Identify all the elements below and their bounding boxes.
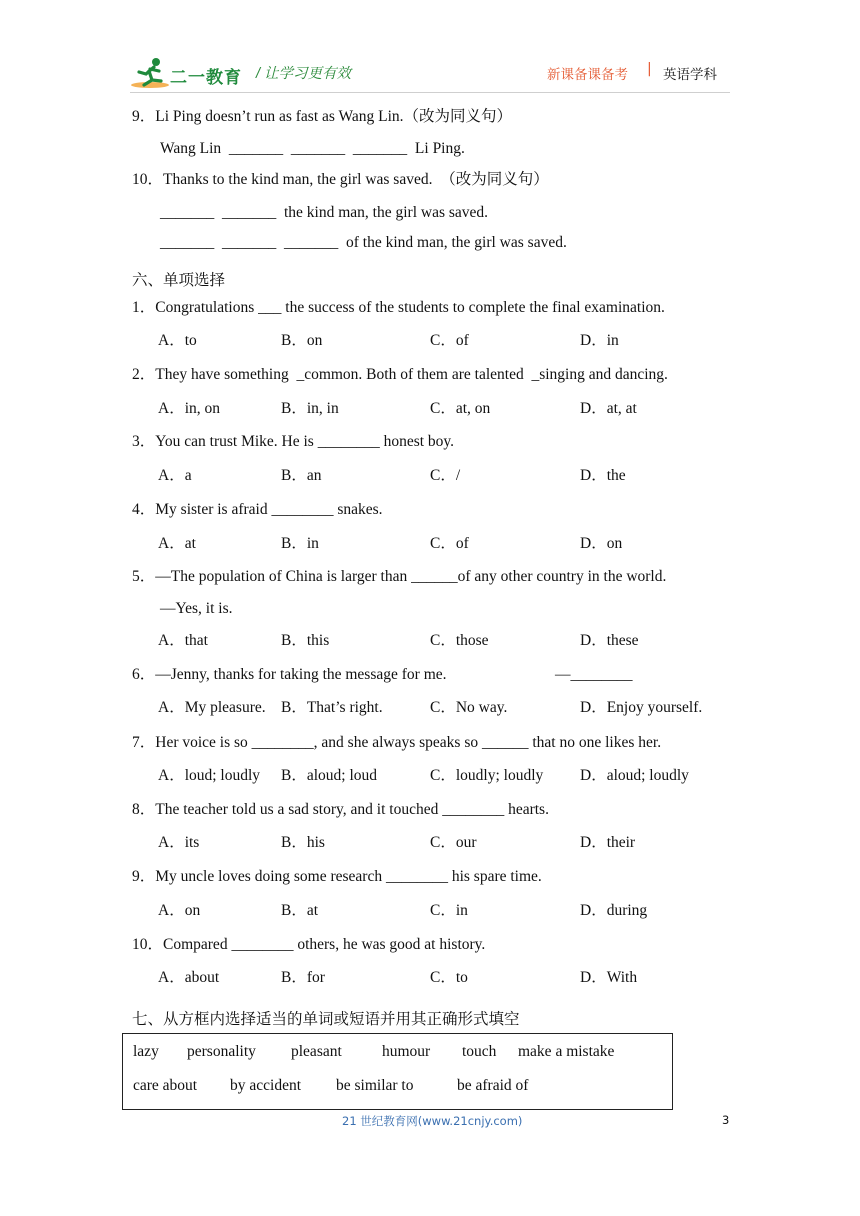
question-stem: 3．You can trust Mike. He is ________ honest boy. — [132, 433, 455, 450]
option-b: B．on — [281, 332, 323, 349]
question-stem: 2．They have something _common. Both of them are talented _singing and dancing. — [132, 366, 668, 383]
option-a: A．in, on — [158, 400, 221, 417]
option-b: B．for — [281, 969, 325, 986]
word-bank-item: make a mistake — [518, 1043, 615, 1060]
question-reply: —Yes, it is. — [160, 600, 233, 617]
question-stem: 10．Compared ________ others, he was good at history. — [132, 936, 486, 953]
rewrite-q10: 10．Thanks to the kind man, the girl was saved. （改为同义句） — [132, 171, 549, 188]
rewrite-q9-answer: Wang Lin _______ _______ _______ Li Ping. — [160, 140, 465, 157]
question-stem: 8．The teacher told us a sad story, and it touched ________ hearts. — [132, 801, 549, 818]
option-a: A．that — [158, 632, 208, 649]
option-b: B．That’s right. — [281, 699, 383, 716]
option-d: D．Enjoy yourself. — [580, 699, 703, 716]
option-c: C．our — [430, 834, 477, 851]
option-d: D．in — [580, 332, 619, 349]
option-a: A．about — [158, 969, 220, 986]
logo — [130, 56, 244, 90]
question-reply: —________ — [555, 666, 633, 683]
option-c: C．/ — [430, 467, 461, 484]
option-d: D．aloud; loudly — [580, 767, 689, 784]
word-bank-item: care about — [133, 1077, 198, 1094]
header-course-label: 新课备课备考 — [547, 67, 628, 83]
rewrite-q9: 9．Li Ping doesn’t run as fast as Wang Lin.（改为同义句） — [132, 108, 513, 125]
rewrite-q10-line1: _______ _______ the kind man, the girl was saved. — [160, 204, 489, 221]
word-bank-item: touch — [462, 1043, 497, 1060]
option-c: C．to — [430, 969, 468, 986]
word-bank-item: personality — [187, 1043, 256, 1060]
option-b: B．at — [281, 902, 319, 919]
runner-logo-icon — [130, 56, 170, 90]
option-d: D．these — [580, 632, 639, 649]
header-slogan: / 让学习更有效 — [256, 66, 352, 82]
header-separator: | — [647, 61, 652, 77]
option-c: C．of — [430, 535, 469, 552]
word-bank-item: lazy — [133, 1043, 159, 1060]
option-c: C．at, on — [430, 400, 491, 417]
option-b: B．his — [281, 834, 325, 851]
section6-title: 六、单项选择 — [132, 271, 226, 289]
option-a: A．loud; loudly — [158, 767, 261, 784]
option-b: B．aloud; loud — [281, 767, 378, 784]
option-c: C．in — [430, 902, 468, 919]
option-d: D．With — [580, 969, 638, 986]
option-c: C．of — [430, 332, 469, 349]
option-b: B．an — [281, 467, 322, 484]
option-b: B．in, in — [281, 400, 339, 417]
word-bank-item: be similar to — [336, 1077, 414, 1094]
option-d: D．during — [580, 902, 648, 919]
word-bank-item: by accident — [230, 1077, 302, 1094]
option-d: D．on — [580, 535, 623, 552]
option-c: C．loudly; loudly — [430, 767, 544, 784]
question-stem: 7．Her voice is so ________, and she always speaks so ______ that no one likes her. — [132, 734, 662, 751]
word-bank-item: be afraid of — [457, 1077, 529, 1094]
rewrite-q10-line2: _______ _______ _______ of the kind man, the girl was saved. — [160, 234, 567, 251]
question-stem: 9．My uncle loves doing some research ________ his spare time. — [132, 868, 542, 885]
option-d: D．at, at — [580, 400, 637, 417]
option-a: A．My pleasure. — [158, 699, 266, 716]
word-bank-item: humour — [382, 1043, 431, 1060]
word-bank-item: pleasant — [291, 1043, 342, 1060]
option-a: A．a — [158, 467, 192, 484]
option-c: C．No way. — [430, 699, 508, 716]
question-stem: 1．Congratulations ___ the success of the students to complete the final examination. — [132, 299, 665, 316]
page-number: 3 — [722, 1113, 730, 1127]
logo-text: 二一教育 — [170, 68, 242, 88]
option-a: A．to — [158, 332, 197, 349]
option-a: A．its — [158, 834, 200, 851]
option-b: B．in — [281, 535, 319, 552]
option-b: B．this — [281, 632, 330, 649]
option-a: A．on — [158, 902, 201, 919]
section7-title: 七、从方框内选择适当的单词或短语并用其正确形式填空 — [132, 1010, 520, 1028]
option-a: A．at — [158, 535, 196, 552]
question-stem: 6．—Jenny, thanks for taking the message for me. — [132, 666, 447, 683]
question-stem: 5．—The population of China is larger than ______of any other country in the world. — [132, 568, 667, 585]
option-d: D．the — [580, 467, 626, 484]
header-subject: 英语学科 — [663, 67, 717, 83]
header-rule — [130, 92, 730, 93]
footer-site-link[interactable]: 21 世纪教育网(www.21cnjy.com) — [342, 1114, 523, 1128]
question-stem: 4．My sister is afraid ________ snakes. — [132, 501, 383, 518]
option-d: D．their — [580, 834, 636, 851]
option-c: C．those — [430, 632, 489, 649]
